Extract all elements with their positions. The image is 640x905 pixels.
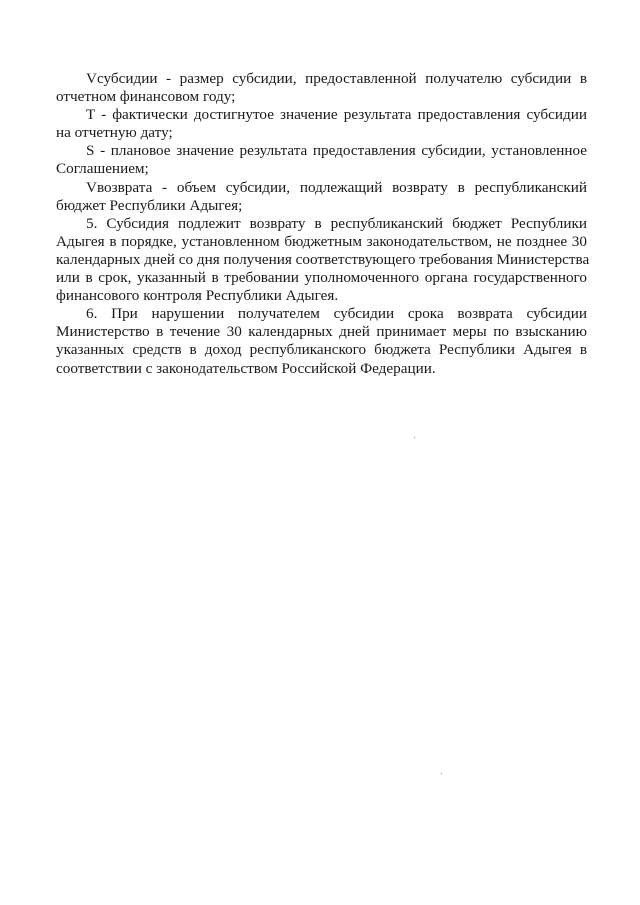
text-line: T - фактически достигнутое значение результата предоставления субсидии [86, 106, 587, 124]
paragraph-v-return [56, 179, 587, 215]
text-line: отчетном финансовом году; [56, 88, 236, 106]
paragraph-item-5 [56, 214, 590, 305]
text-line: 5. Субсидия подлежит возврату в республиканский бюджет Республики [86, 214, 587, 232]
text-line: на отчетную дату; [56, 124, 173, 142]
text-line: Соглашением; [56, 160, 149, 178]
text-line: Министерство в течение 30 календарных дней принимает меры по взысканию [56, 323, 587, 341]
scan-speck [414, 437, 415, 438]
text-line: Адыгея в порядке, установленном бюджетным законодательством, не позднее 30 [56, 232, 587, 250]
paragraph-s-planned [56, 142, 587, 178]
text-line: или в срок, указанный в требовании уполномоченного органа государственного [56, 269, 587, 287]
text-line: Vсубсидии - размер субсидии, предоставленной получателю субсидии в [86, 70, 587, 87]
text-line: финансового контроля Республики Адыгея. [56, 287, 339, 305]
paragraph-v-subsidy [56, 70, 587, 106]
paragraph-item-6 [56, 305, 587, 377]
paragraph-t-actual [56, 106, 587, 142]
text-line: указанных средств в доход республиканского бюджета Республики Адыгея в [56, 341, 587, 359]
text-line: календарных дней со дня получения соответствующего требования Министерства [56, 250, 590, 268]
text-line: 6. При нарушении получателем субсидии срока возврата субсидии [86, 305, 587, 323]
text-line: соответствии с законодательством Российской Федерации. [56, 359, 436, 377]
document-body [56, 70, 590, 378]
text-line: Vвозврата - объем субсидии, подлежащий возврату в республиканский [86, 178, 587, 196]
text-line: бюджет Республики Адыгея; [56, 196, 243, 214]
scan-speck [441, 773, 442, 774]
text-line: S - плановое значение результата предоставления субсидии, установленное [86, 142, 587, 160]
